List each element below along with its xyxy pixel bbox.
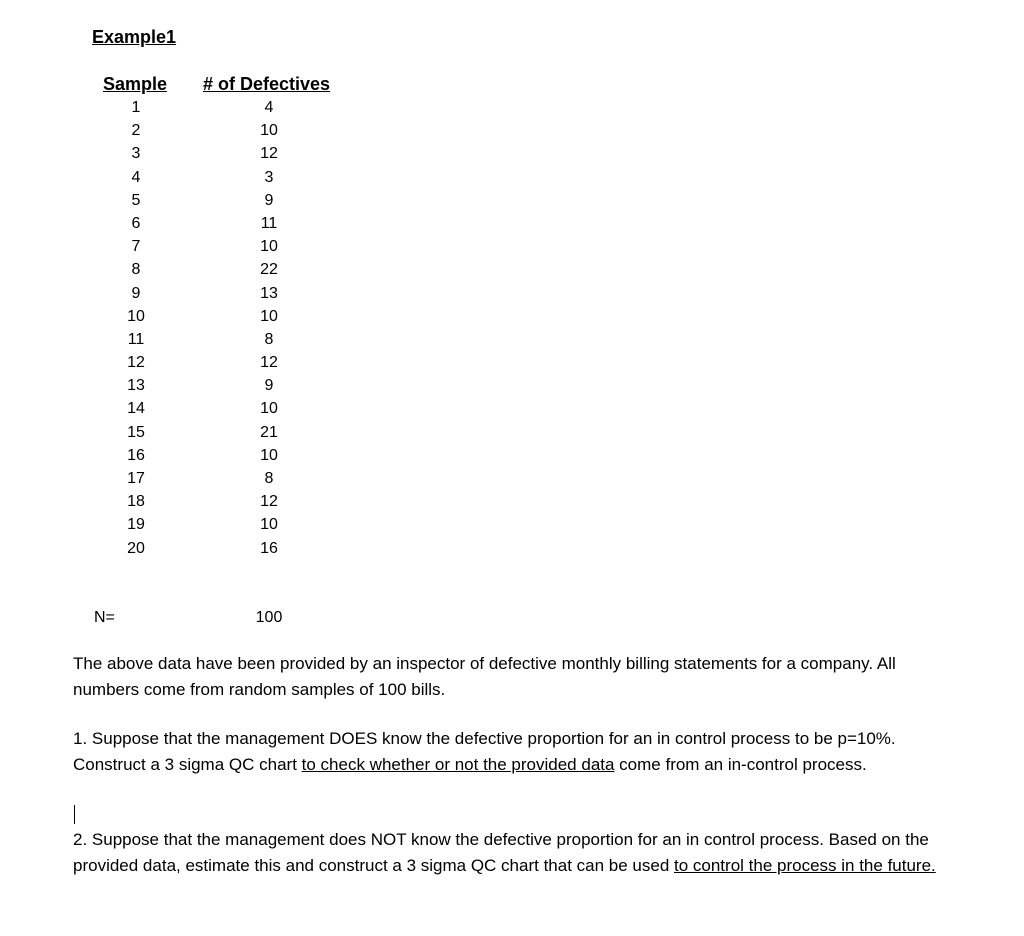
sample-cell: 6: [131, 214, 141, 232]
question-2: [73, 827, 943, 878]
defectives-cell: 10: [260, 516, 278, 534]
defectives-cell: 10: [260, 307, 278, 325]
sample-size-value: 100: [255, 609, 283, 626]
defectives-cell: 16: [260, 539, 278, 557]
sample-cell: 11: [127, 330, 145, 348]
sample-cell: 15: [127, 423, 145, 441]
question-1-text: 1. Suppose that the management DOES know the defective proportion for an in control process to be p=10%. Construct a 3 sigma QC chart: [73, 729, 896, 774]
defectives-cell: 22: [260, 261, 278, 279]
sample-cell: 19: [127, 516, 145, 534]
sample-cell: 5: [131, 191, 141, 209]
defectives-cell: 12: [260, 145, 278, 163]
sample-cell: 14: [127, 400, 145, 418]
question-2-text: 2. Suppose that the management does NOT know the defective proportion for an in control process. Based on the provided data, estimate this and construct a 3 sigma QC chart that can be used: [73, 830, 929, 875]
defectives-cell: 4: [264, 99, 274, 116]
defectives-cell: 9: [264, 191, 274, 209]
sample-cell: 4: [131, 168, 141, 186]
defectives-cell: 12: [260, 354, 278, 372]
defectives-cell: 12: [260, 493, 278, 511]
sample-cell: 18: [127, 493, 145, 511]
defectives-column: [249, 96, 289, 560]
sample-cell: 8: [131, 261, 141, 279]
defectives-cell: 10: [260, 238, 278, 256]
defectives-cell: 8: [264, 470, 274, 487]
sample-cell: 1: [131, 99, 141, 116]
sample-cell: 7: [131, 238, 141, 256]
defectives-column-header: # of Defectives: [203, 74, 331, 94]
defectives-cell: 9: [264, 377, 274, 395]
sample-cell: 13: [127, 377, 145, 395]
defectives-cell: 13: [260, 284, 278, 302]
sample-column-header: Sample: [103, 74, 168, 94]
sample-cell: 2: [131, 122, 141, 140]
sample-cell: 16: [127, 446, 145, 464]
defectives-cell: 8: [264, 330, 274, 348]
question-1: [73, 726, 943, 777]
question-1-text-end: come from an in-control process.: [614, 754, 867, 774]
document-title: Example1: [92, 27, 177, 47]
defectives-cell: 3: [264, 168, 274, 186]
sample-cell: 10: [127, 307, 145, 325]
defectives-cell: 10: [260, 122, 278, 140]
sample-cell: 17: [127, 470, 145, 487]
question-1-underlined: to check whether or not the provided data: [301, 754, 615, 774]
defectives-cell: 21: [260, 423, 278, 441]
defectives-cell: 10: [260, 400, 278, 418]
sample-column: [116, 96, 156, 560]
sample-cell: 3: [131, 145, 141, 163]
question-2-underlined: to control the process in the future.: [674, 855, 936, 875]
sample-cell: 20: [127, 539, 145, 557]
sample-size-label: N=: [94, 609, 115, 626]
defectives-cell: 10: [260, 446, 278, 464]
intro-paragraph: The above data have been provided by an inspector of defective monthly billing statements for a company. All numbers come from random samples of 100 bills.: [73, 654, 896, 699]
text-cursor: [74, 805, 75, 824]
defectives-cell: 11: [260, 214, 278, 232]
sample-cell: 9: [131, 284, 141, 302]
sample-cell: 12: [127, 354, 145, 372]
